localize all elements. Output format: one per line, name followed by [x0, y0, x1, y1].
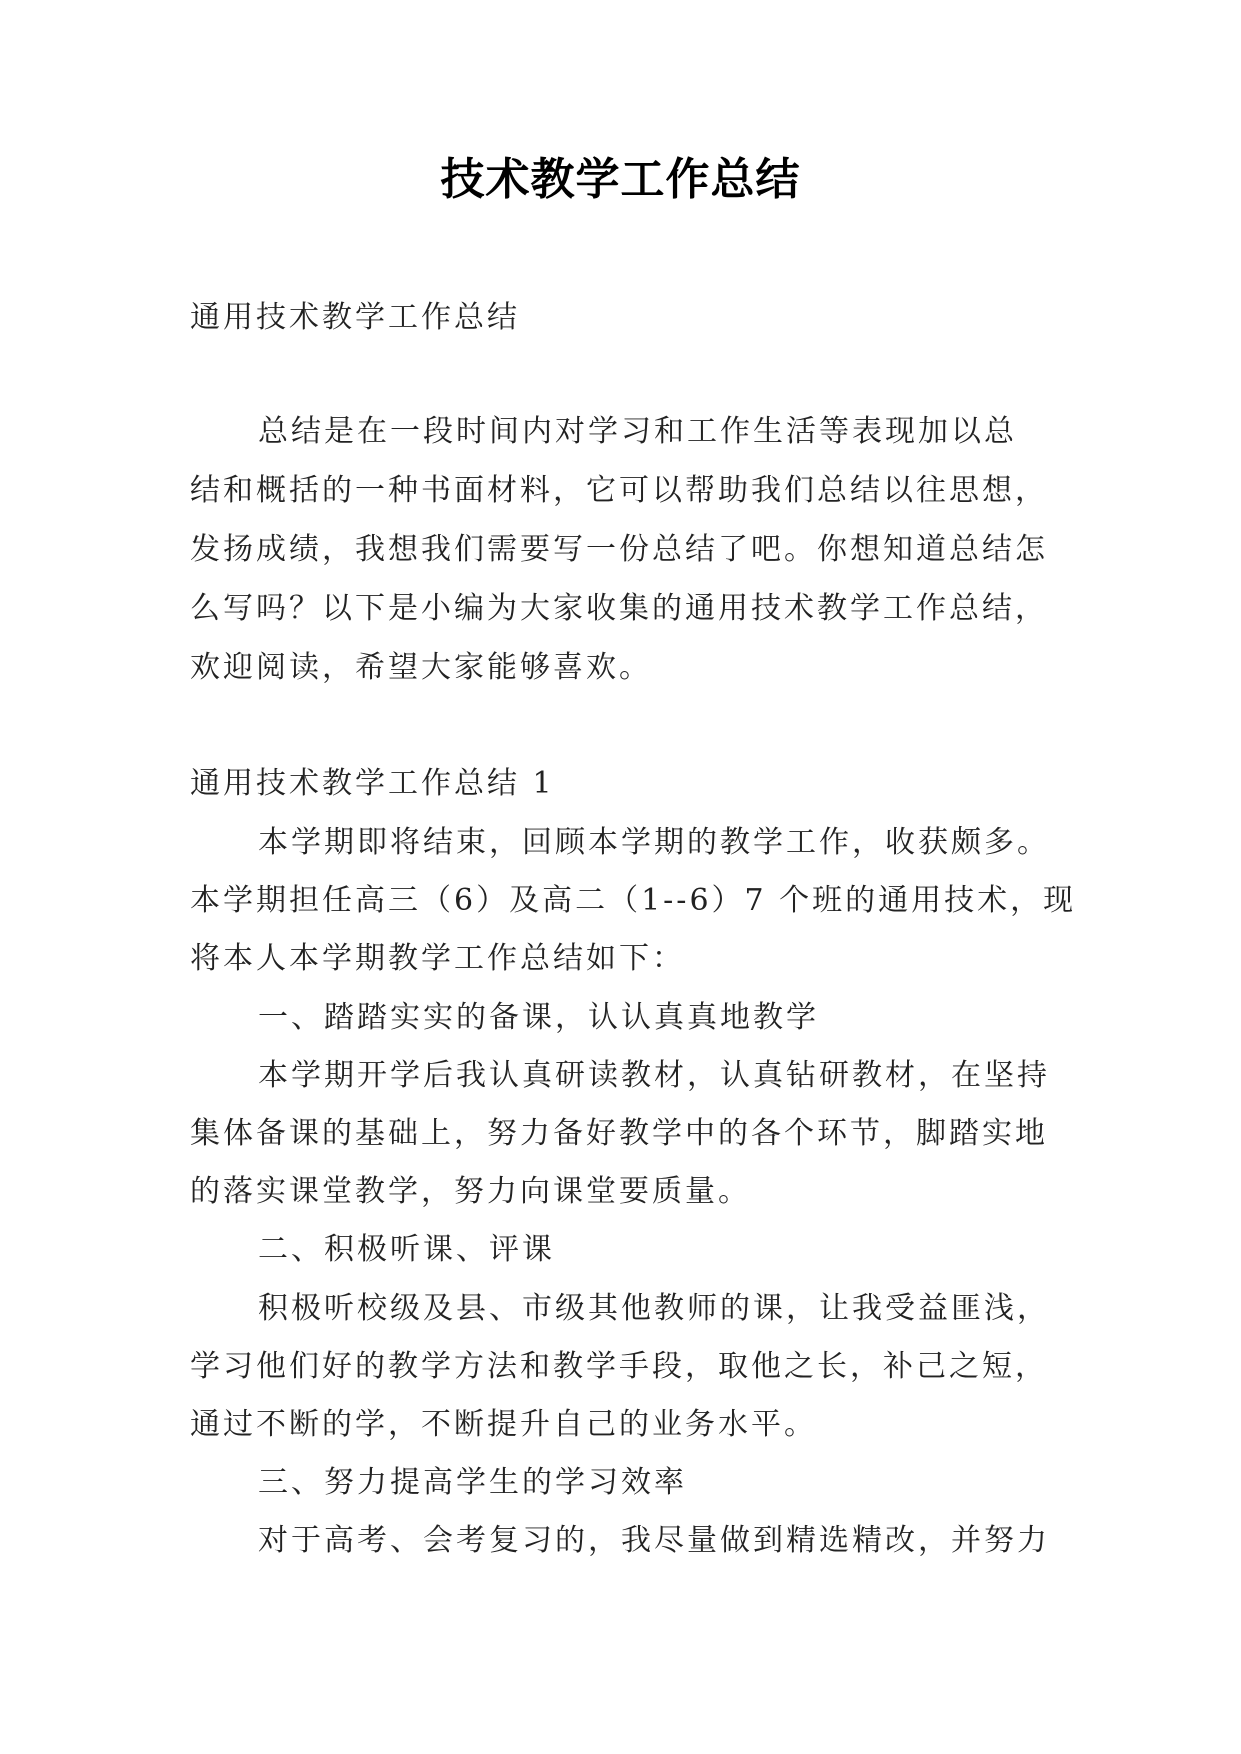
intro-line: 结和概括的一种书面材料，它可以帮助我们总结以往思想， [190, 473, 1048, 508]
body-line: 通过不断的学，不断提升自己的业务水平。 [190, 1407, 817, 1442]
intro-line: 总结是在一段时间内对学习和工作生活等表现加以总 [258, 414, 1017, 449]
document-subtitle: 通用技术教学工作总结 [190, 300, 520, 335]
item-heading: 二、积极听课、评课 [258, 1232, 555, 1267]
intro-line: 么写吗？以下是小编为大家收集的通用技术教学工作总结， [190, 591, 1048, 626]
document-title: 技术教学工作总结 [440, 154, 801, 205]
body-line: 本学期担任高三（6）及高二（1--6）7 个班的通用技术，现 [190, 883, 1077, 918]
body-line: 学习他们好的教学方法和教学手段，取他之长，补己之短， [190, 1349, 1048, 1384]
item-heading: 三、努力提高学生的学习效率 [258, 1465, 687, 1500]
body-line: 的落实课堂教学，努力向课堂要质量。 [190, 1174, 751, 1209]
body-line: 积极听校级及县、市级其他教师的课，让我受益匪浅， [258, 1291, 1050, 1326]
body-line: 本学期即将结束，回顾本学期的教学工作，收获颇多。 [258, 825, 1050, 860]
section-heading: 通用技术教学工作总结 1 [190, 766, 555, 801]
body-line: 集体备课的基础上，努力备好教学中的各个环节，脚踏实地 [190, 1116, 1048, 1151]
body-line: 对于高考、会考复习的，我尽量做到精选精改，并努力 [258, 1523, 1050, 1558]
body-line: 本学期开学后我认真研读教材，认真钻研教材，在坚持 [258, 1058, 1050, 1093]
item-heading: 一、踏踏实实的备课，认认真真地教学 [258, 1000, 819, 1035]
body-line: 将本人本学期教学工作总结如下： [190, 941, 685, 976]
intro-line: 欢迎阅读，希望大家能够喜欢。 [190, 650, 652, 685]
intro-line: 发扬成绩，我想我们需要写一份总结了吧。你想知道总结怎 [190, 532, 1048, 567]
